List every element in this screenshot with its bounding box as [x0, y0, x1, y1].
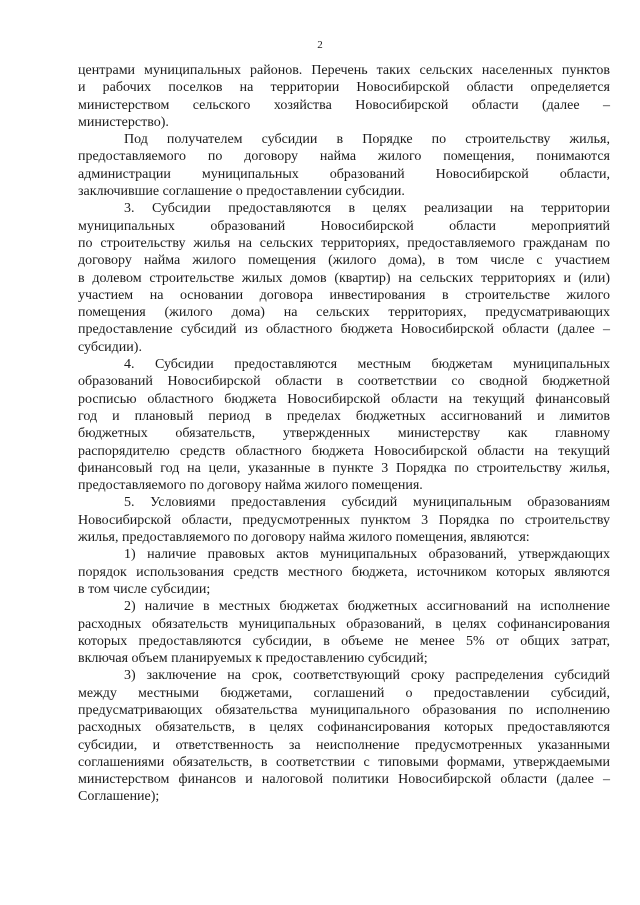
text-line: росписью областного бюджета Новосибирской области на текущий финансовый: [78, 391, 610, 407]
paragraph: [78, 667, 610, 805]
text-line: участием на основании договора инвестирования в строительстве жилого: [78, 287, 610, 303]
text-line: министерство).: [78, 114, 169, 130]
text-line: бюджетных обязательств, утвержденных министерству как главному: [78, 426, 610, 442]
text-line: в том числе субсидии;: [78, 581, 211, 597]
text-line: жилья, предоставляемого по договору найма жилого помещения, являются:: [78, 530, 530, 546]
text-line: 2) наличие в местных бюджетах бюджетных ассигнований на исполнение: [124, 599, 610, 615]
text-line: 1) наличие правовых актов муниципальных образований, утверждающих: [124, 547, 610, 563]
paragraph: [78, 62, 610, 131]
paragraph: [78, 494, 610, 546]
paragraph: [78, 356, 610, 494]
text-line: Новосибирской области, предусмотренных пунктом 3 Порядка по строительству: [78, 512, 610, 528]
text-line: предоставление субсидий из областного бюджета Новосибирской области (далее –: [78, 322, 610, 338]
text-line: порядок использования средств местного бюджета, источником которых являются: [78, 564, 610, 580]
text-line: Под получателем субсидии в Порядке по строительству жилья,: [124, 132, 610, 148]
text-line: Соглашение);: [78, 789, 160, 805]
text-line: распорядителю средств областного бюджета Новосибирской области на текущий: [78, 443, 610, 459]
text-line: предусматривающих обязательства муниципального образования по исполнению: [78, 702, 610, 718]
text-line: год и плановый период в пределах бюджетных ассигнований и лимитов: [78, 408, 610, 424]
text-line: муниципальных образований Новосибирской области мероприятий: [78, 218, 610, 234]
document-body: [78, 62, 610, 806]
paragraph: [78, 598, 610, 667]
text-line: заключившие соглашение о предоставлении субсидии.: [78, 184, 405, 200]
text-line: помещения (жилого дома) на сельских территориях, предусматривающих: [78, 305, 610, 321]
text-line: в долевом строительстве жилых домов (квартир) на сельских территориях и (или): [78, 270, 610, 286]
text-line: договору найма жилого помещения (жилого дома), в том числе с участием: [78, 253, 610, 269]
text-line: расходных обязательств муниципальных образований, в целях софинансирования: [78, 616, 610, 632]
page-number: 2: [317, 39, 323, 51]
text-line: предоставляемого по договору найма жилого помещения, понимаются: [78, 149, 610, 165]
text-line: 5. Условиями предоставления субсидий муниципальным образованиям: [124, 495, 610, 511]
text-line: включая объем планируемых к предоставлению субсидий;: [78, 651, 428, 667]
text-line: министерством финансов и налоговой политики Новосибирской области (далее –: [78, 772, 610, 788]
text-line: центрами муниципальных районов. Перечень таких сельских населенных пунктов: [78, 63, 610, 78]
text-line: предоставляемого по договору найма жилого помещения.: [78, 478, 423, 494]
paragraph: [78, 131, 610, 200]
text-line: министерством сельского хозяйства Новосибирской области (далее –: [78, 97, 610, 113]
text-line: которых предоставляются субсидии, в объеме не менее 5% от общих затрат,: [78, 633, 610, 649]
text-line: субсидии).: [78, 339, 142, 355]
text-line: соглашениями обязательств, в соответствии с типовыми формами, утверждаемыми: [78, 754, 610, 770]
text-line: субсидии, и ответственность за неисполнение предусмотренных указанными: [78, 737, 610, 753]
text-line: между местными бюджетами, соглашений о предоставлении субсидий,: [78, 685, 610, 701]
text-line: 3. Субсидии предоставляются в целях реализации на территории: [124, 201, 610, 217]
text-line: 4. Субсидии предоставляются местным бюджетам муниципальных: [124, 357, 610, 373]
text-line: образований Новосибирской области в соответствии со сводной бюджетной: [78, 374, 610, 390]
paragraph: [78, 200, 610, 356]
paragraph: [78, 546, 610, 598]
text-line: финансовый год на цели, указанные в пункте 3 Порядка по строительству жилья,: [78, 460, 610, 476]
text-line: 3) заключение на срок, соответствующий сроку распределения субсидий: [124, 668, 610, 684]
text-line: по строительству жилья на сельских территориях, предоставляемого гражданам по: [78, 235, 610, 251]
text-line: расходных обязательств, в целях софинансирования которых предоставляются: [78, 720, 610, 736]
text-line: администрации муниципальных образований Новосибирской области,: [78, 166, 610, 182]
text-line: и рабочих поселков на территории Новосибирской области определяется: [78, 80, 610, 96]
